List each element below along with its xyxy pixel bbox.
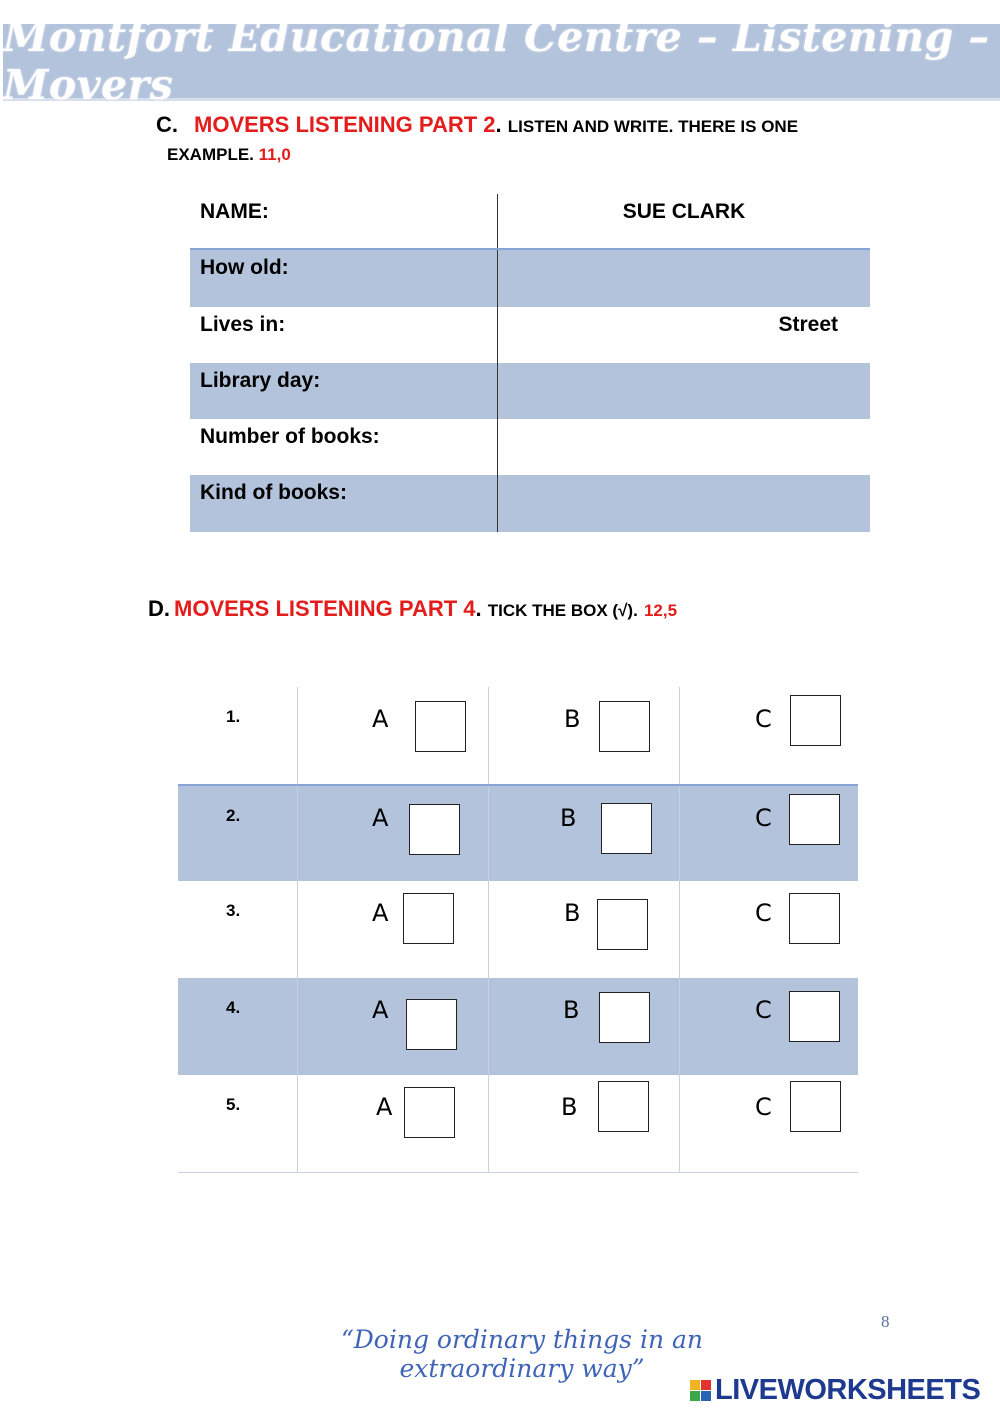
tick-box-2c[interactable] [789, 794, 840, 845]
option-letter: A [372, 705, 389, 733]
option-letter: B [564, 705, 581, 733]
section-c-title: MOVERS LISTENING PART 2 [194, 112, 496, 137]
option-letter: A [372, 899, 389, 927]
row-value: SUE CLARK [622, 200, 746, 223]
table-row [190, 307, 870, 363]
question-number: 4. [178, 978, 298, 1075]
question-number: 1. [178, 687, 298, 784]
option-letter: B [563, 996, 580, 1024]
table-row [178, 978, 858, 1075]
option-cell-a [298, 786, 489, 881]
option-cell-b [489, 1075, 680, 1172]
table-row [190, 194, 870, 250]
question-number: 3. [178, 881, 298, 978]
section-d-title: MOVERS LISTENING PART 4 [174, 596, 476, 621]
option-cell-c [680, 1075, 858, 1172]
question-number: 2. [178, 786, 298, 881]
option-letter: B [561, 1093, 578, 1121]
question-number: 5. [178, 1075, 298, 1172]
row-label: Kind of books: [190, 475, 498, 532]
header-title: Montfort Educational Centre – Listening – Movers [3, 13, 990, 109]
tick-box-4c[interactable] [789, 991, 840, 1042]
table-row [178, 881, 858, 978]
option-cell-b [489, 687, 680, 784]
tick-box-3a[interactable] [403, 893, 454, 944]
option-letter: B [560, 804, 577, 832]
tick-box-1c[interactable] [790, 695, 841, 746]
section-c-letter: C. [156, 112, 178, 137]
tick-box-5a[interactable] [404, 1087, 455, 1138]
option-letter: C [755, 705, 772, 733]
table-row [178, 784, 858, 881]
tick-table [178, 687, 858, 1173]
table-row [178, 1075, 858, 1172]
option-letter: A [372, 804, 389, 832]
option-cell-b [489, 786, 680, 881]
table-row [190, 250, 870, 307]
option-cell-b [489, 881, 680, 978]
option-cell-a [298, 881, 489, 978]
table-row [190, 475, 870, 532]
liveworksheets-brand [690, 1374, 980, 1407]
option-cell-c [680, 687, 858, 784]
row-label: How old: [190, 250, 498, 307]
answer-field-kind-of-books[interactable] [498, 475, 870, 532]
option-letter: C [755, 996, 772, 1024]
row-label: Lives in: [190, 307, 498, 363]
option-cell-c [680, 978, 858, 1075]
option-letter: B [564, 899, 581, 927]
answer-field-library-day[interactable] [498, 363, 870, 419]
tick-box-4a[interactable] [406, 999, 457, 1050]
liveworksheets-logo-icon [690, 1380, 711, 1401]
info-table [190, 194, 870, 532]
table-row [190, 419, 870, 475]
tick-box-5b[interactable] [598, 1081, 649, 1132]
option-letter: A [372, 996, 389, 1024]
row-label: Library day: [190, 363, 498, 419]
option-letter: C [755, 804, 772, 832]
tick-box-3c[interactable] [789, 893, 840, 944]
tick-box-4b[interactable] [599, 992, 650, 1043]
section-d-heading [148, 596, 677, 622]
section-c-heading [156, 112, 798, 138]
tick-box-1a[interactable] [415, 701, 466, 752]
option-letter: C [755, 1093, 772, 1121]
row-label: Number of books: [190, 419, 498, 475]
answer-field-how-old[interactable] [498, 250, 870, 307]
tick-box-3b[interactable] [597, 899, 648, 950]
section-d-instruction: TICK THE BOX (√). [487, 601, 638, 620]
answer-field-number-of-books[interactable] [498, 419, 870, 475]
tick-box-1b[interactable] [599, 701, 650, 752]
section-c-dot: . [495, 112, 502, 137]
page-number: 8 [881, 1312, 890, 1331]
tick-box-2a[interactable] [409, 804, 460, 855]
table-row [190, 363, 870, 419]
motto: “Doing ordinary things in an extraordinary way” [340, 1325, 704, 1383]
option-cell-a [298, 978, 489, 1075]
option-cell-c [680, 786, 858, 881]
option-cell-c [680, 881, 858, 978]
section-d-score: 12,5 [643, 601, 678, 620]
option-cell-a [298, 1075, 489, 1172]
section-c-example: EXAMPLE. [167, 145, 254, 164]
option-cell-a [298, 687, 489, 784]
option-letter: C [755, 899, 772, 927]
header-banner [3, 13, 1000, 109]
tick-box-2b[interactable] [601, 803, 652, 854]
section-c-score: 11,0 [258, 145, 291, 164]
row-label: NAME: [190, 194, 498, 248]
section-c-instruction: LISTEN AND WRITE. THERE IS ONE [507, 117, 799, 136]
answer-field-lives-in[interactable]: Street [778, 313, 838, 336]
brand-name: LIVEWORKSHEETS [715, 1374, 981, 1406]
section-c-instruction-line2 [167, 145, 291, 165]
tick-box-5c[interactable] [790, 1081, 841, 1132]
table-row [178, 687, 858, 784]
section-d-dot: . [475, 596, 482, 621]
section-d-letter: D. [148, 596, 170, 621]
option-letter: A [376, 1093, 393, 1121]
option-cell-b [489, 978, 680, 1075]
